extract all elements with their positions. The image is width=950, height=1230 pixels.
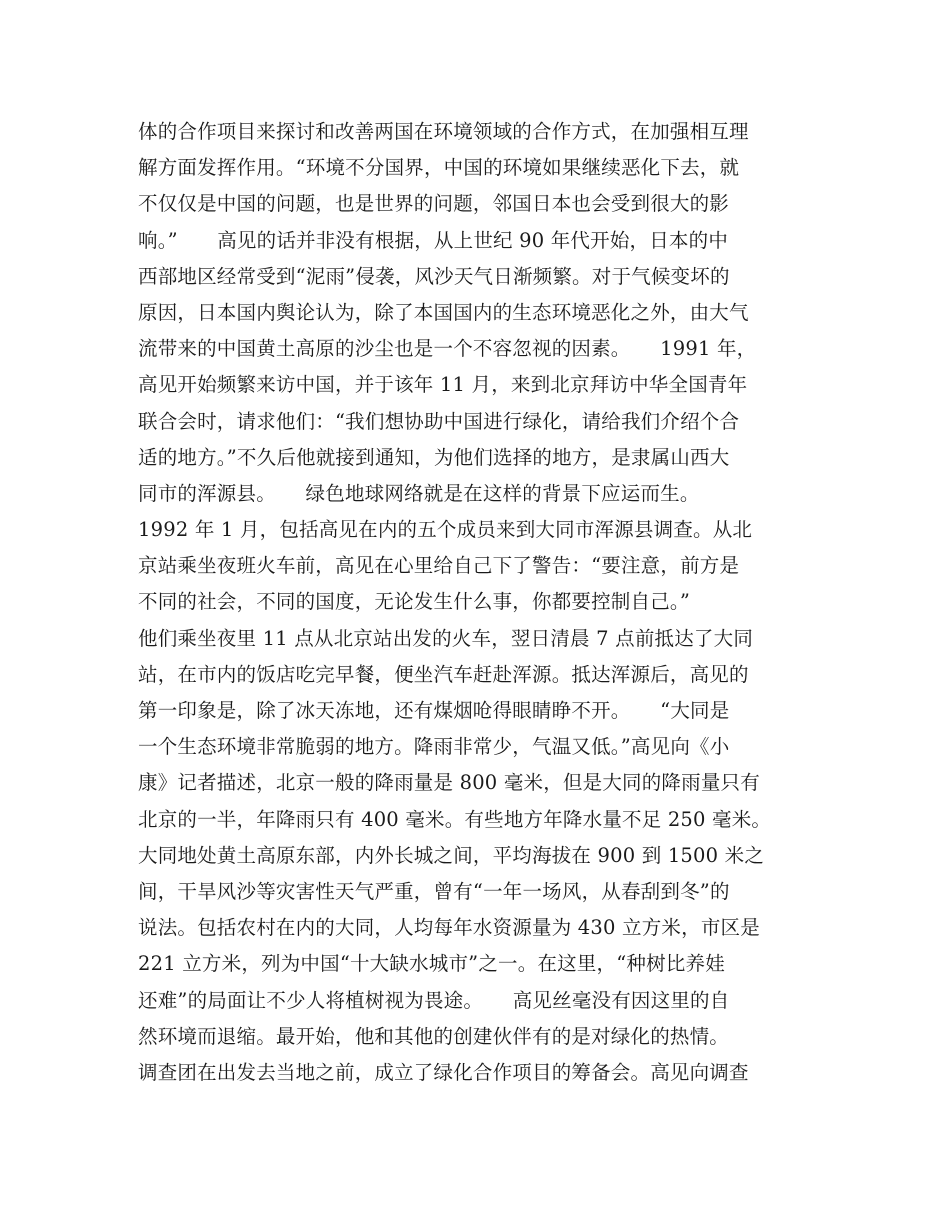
text-line: 解方面发挥作用。“环境不分国界，中国的环境如果继续恶化下去，就 [138, 156, 740, 180]
body-text [138, 114, 828, 1091]
text-line: 京站乘坐夜班火车前，高见在心里给自己下了警告：“要注意，前方是 [138, 554, 740, 578]
text-line: 他们乘坐夜里 11 点从北京站出发的火车，翌日清晨 7 点前抵达了大同 [138, 626, 754, 650]
text-line: 响。” 高见的话并非没有根据，从上世纪 90 年代开始，日本的中 [138, 228, 729, 252]
text-line: 221 立方米，列为中国“十大缺水城市”之一。在这里，“种树比养娃 [138, 952, 725, 976]
text-line: 第一印象是，除了冰天冻地，还有煤烟呛得眼睛睁不开。 “大同是 [138, 699, 730, 722]
text-line: 流带来的中国黄土高原的沙尘也是一个不容忽视的因素。 1991 年， [138, 337, 757, 361]
text-line: 站，在市内的饭店吃完早餐，便坐汽车赶赴浑源。抵达浑源后，高见的 [138, 662, 749, 686]
text-line: 说法。包括农村在内的大同，人均每年水资源量为 430 立方米，市区是 [138, 916, 760, 940]
text-line: 高见开始频繁来访中国，并于该年 11 月，来到北京拜访中华全国青年 [138, 373, 748, 397]
text-line: 康》记者描述，北京一般的降雨量是 800 毫米，但是大同的降雨量只有 [138, 771, 760, 795]
text-line: 不仅仅是中国的问题，也是世界的问题，邻国日本也会受到很大的影 [138, 192, 730, 216]
text-line: 然环境而退缩。最开始，他和其他的创建伙伴有的是对绿化的热情。 [138, 1024, 730, 1048]
text-line: 还难”的局面让不少人将植树视为畏途。 高见丝毫没有因这里的自 [138, 988, 730, 1012]
text-line: 调查团在出发去当地之前，成立了绿化合作项目的筹备会。高见向调查 [138, 1060, 749, 1084]
text-line: 适的地方。”不久后他就接到通知，为他们选择的地方，是隶属山西大 [138, 445, 730, 469]
text-line: 不同的社会，不同的国度，无论发生什么事，你都要控制自己。” [138, 590, 691, 614]
text-line: 间，干旱风沙等灾害性天气严重，曾有“一年一场风，从春刮到冬”的 [138, 879, 730, 903]
text-line: 联合会时，请求他们：“我们想协助中国进行绿化，请给我们介绍个合 [138, 409, 740, 433]
text-line: 北京的一半，年降雨只有 400 毫米。有些地方年降水量不足 250 毫米。 [138, 807, 772, 831]
text-line: 同市的浑源县。 绿色地球网络就是在这样的背景下应运而生。 [138, 481, 700, 505]
text-line: 体的合作项目来探讨和改善两国在环境领域的合作方式，在加强相互理 [138, 120, 749, 143]
text-line: 原因，日本国内舆论认为，除了本国国内的生态环境恶化之外，由大气 [138, 300, 749, 324]
text-line: 1992 年 1 月，包括高见在内的五个成员来到大同市浑源县调查。从北 [138, 518, 753, 542]
text-line: 大同地处黄土高原东部，内外长城之间，平均海拔在 900 到 1500 米之 [138, 843, 765, 867]
text-line: 一个生态环境非常脆弱的地方。降雨非常少，气温又低。”高见向《小 [138, 735, 730, 759]
text-line: 西部地区经常受到“泥雨”侵袭，风沙天气日渐频繁。对于气候变坏的 [138, 264, 730, 288]
